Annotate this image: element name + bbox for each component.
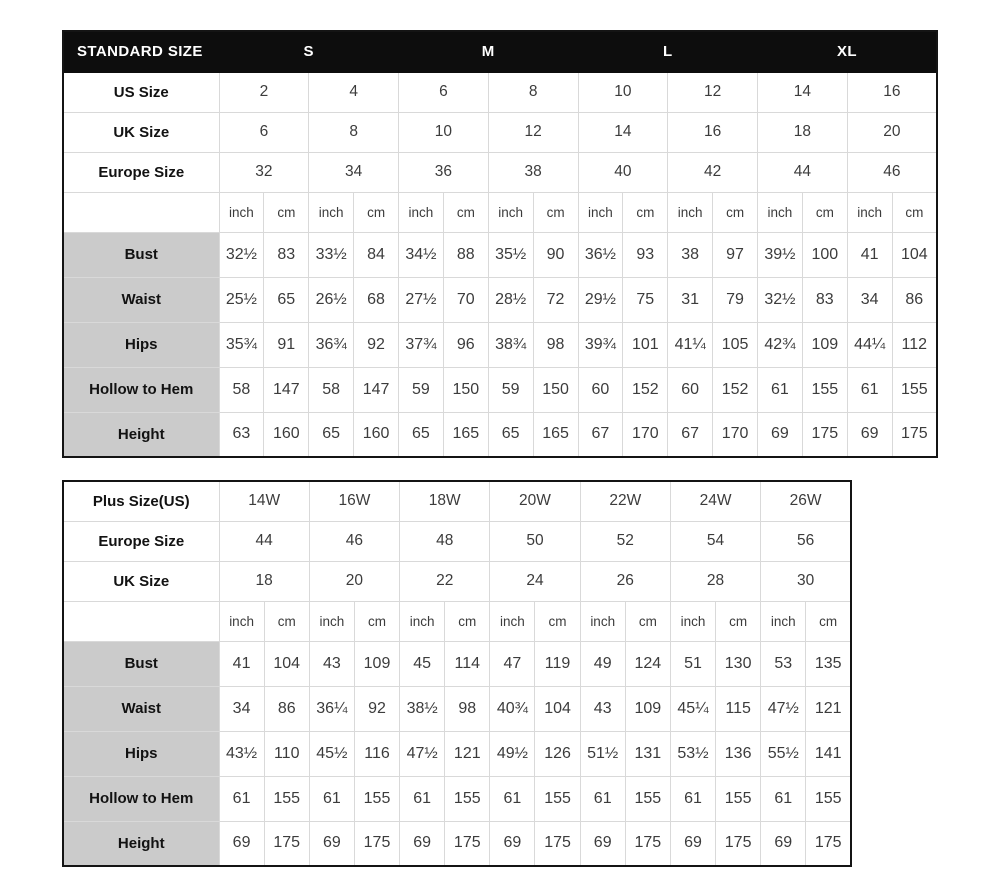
- empty-corner-cell: [63, 192, 219, 232]
- measurement-value-cell: 35½: [488, 232, 533, 277]
- measurement-value-cell: 88: [443, 232, 488, 277]
- row-label: Europe Size: [63, 521, 219, 561]
- measurement-value-cell: 69: [847, 412, 892, 457]
- measurement-value-cell: 59: [399, 367, 444, 412]
- measurement-value-cell: 126: [535, 731, 580, 776]
- measurement-value-cell: 112: [892, 322, 937, 367]
- size-value-cell: 20W: [490, 481, 580, 521]
- measurement-value-cell: 84: [354, 232, 399, 277]
- measurement-value-cell: 67: [578, 412, 623, 457]
- measurement-value-cell: 39½: [758, 232, 803, 277]
- unit-label-cell: inch: [309, 601, 354, 641]
- unit-row: [63, 601, 851, 641]
- unit-label-cell: inch: [219, 192, 264, 232]
- measurement-value-cell: 36¼: [309, 686, 354, 731]
- unit-label-cell: cm: [443, 192, 488, 232]
- measurement-value-cell: 96: [443, 322, 488, 367]
- unit-label-cell: inch: [488, 192, 533, 232]
- measurement-value-cell: 121: [445, 731, 490, 776]
- measurement-value-cell: 61: [400, 776, 445, 821]
- measurement-value-cell: 75: [623, 277, 668, 322]
- table-title: STANDARD SIZE: [63, 31, 219, 72]
- size-value-cell: 56: [761, 521, 851, 561]
- measurement-value-cell: 121: [806, 686, 851, 731]
- unit-label-cell: cm: [264, 601, 309, 641]
- measurement-value-cell: 27½: [399, 277, 444, 322]
- measurement-row: [63, 821, 851, 866]
- size-value-cell: 26W: [761, 481, 851, 521]
- measurement-value-cell: 49: [580, 641, 625, 686]
- measurement-value-cell: 34: [847, 277, 892, 322]
- measurement-value-cell: 69: [670, 821, 715, 866]
- unit-label-cell: inch: [847, 192, 892, 232]
- size-group-header: XL: [758, 31, 938, 72]
- measurement-value-cell: 101: [623, 322, 668, 367]
- size-value-cell: 8: [488, 72, 578, 112]
- measurement-value-cell: 42¾: [758, 322, 803, 367]
- measurement-value-cell: 104: [535, 686, 580, 731]
- size-value-cell: 2: [219, 72, 309, 112]
- measurement-value-cell: 37¾: [399, 322, 444, 367]
- measurement-row: [63, 232, 937, 277]
- size-group-header: S: [219, 31, 399, 72]
- size-value-cell: 18W: [400, 481, 490, 521]
- measurement-value-cell: 155: [445, 776, 490, 821]
- measurement-row: [63, 686, 851, 731]
- measurement-label: Height: [63, 821, 219, 866]
- measurement-value-cell: 69: [761, 821, 806, 866]
- measurement-value-cell: 175: [264, 821, 309, 866]
- measurement-value-cell: 61: [580, 776, 625, 821]
- size-value-cell: 14W: [219, 481, 309, 521]
- unit-label-cell: cm: [354, 601, 399, 641]
- unit-label-cell: inch: [668, 192, 713, 232]
- measurement-label: Bust: [63, 232, 219, 277]
- measurement-value-cell: 152: [623, 367, 668, 412]
- measurement-value-cell: 38½: [400, 686, 445, 731]
- measurement-value-cell: 28½: [488, 277, 533, 322]
- measurement-value-cell: 45½: [309, 731, 354, 776]
- measurement-value-cell: 83: [802, 277, 847, 322]
- measurement-value-cell: 43½: [219, 731, 264, 776]
- measurement-value-cell: 150: [443, 367, 488, 412]
- size-value-cell: 24: [490, 561, 580, 601]
- size-value-cell: 38: [488, 152, 578, 192]
- measurement-value-cell: 175: [625, 821, 670, 866]
- size-conversion-row: [63, 521, 851, 561]
- measurement-value-cell: 65: [264, 277, 309, 322]
- size-value-cell: 40: [578, 152, 668, 192]
- measurement-row: [63, 641, 851, 686]
- measurement-value-cell: 34: [219, 686, 264, 731]
- size-value-cell: 14: [578, 112, 668, 152]
- measurement-value-cell: 69: [580, 821, 625, 866]
- size-group-header: L: [578, 31, 758, 72]
- unit-row: [63, 192, 937, 232]
- measurement-value-cell: 109: [354, 641, 399, 686]
- unit-label-cell: inch: [309, 192, 354, 232]
- measurement-value-cell: 130: [716, 641, 761, 686]
- unit-label-cell: cm: [625, 601, 670, 641]
- measurement-value-cell: 175: [716, 821, 761, 866]
- size-value-cell: 42: [668, 152, 758, 192]
- measurement-value-cell: 141: [806, 731, 851, 776]
- measurement-value-cell: 61: [219, 776, 264, 821]
- measurement-value-cell: 41: [219, 641, 264, 686]
- plus-size-table: [62, 480, 852, 867]
- size-conversion-row: [63, 112, 937, 152]
- measurement-row: [63, 277, 937, 322]
- measurement-value-cell: 70: [443, 277, 488, 322]
- measurement-label: Waist: [63, 686, 219, 731]
- measurement-value-cell: 90: [533, 232, 578, 277]
- unit-label-cell: inch: [761, 601, 806, 641]
- row-label: US Size: [63, 72, 219, 112]
- size-value-cell: 6: [219, 112, 309, 152]
- standard-size-table: [62, 30, 938, 458]
- measurement-value-cell: 33½: [309, 232, 354, 277]
- size-value-cell: 22: [400, 561, 490, 601]
- measurement-value-cell: 63: [219, 412, 264, 457]
- measurement-value-cell: 109: [625, 686, 670, 731]
- measurement-value-cell: 35¾: [219, 322, 264, 367]
- measurement-value-cell: 41¼: [668, 322, 713, 367]
- empty-corner-cell: [63, 601, 219, 641]
- size-value-cell: 22W: [580, 481, 670, 521]
- measurement-value-cell: 155: [354, 776, 399, 821]
- measurement-label: Waist: [63, 277, 219, 322]
- unit-label-cell: cm: [445, 601, 490, 641]
- size-value-cell: 46: [309, 521, 399, 561]
- size-value-cell: 10: [578, 72, 668, 112]
- measurement-value-cell: 86: [264, 686, 309, 731]
- measurement-value-cell: 152: [713, 367, 758, 412]
- size-value-cell: 32: [219, 152, 309, 192]
- measurement-value-cell: 104: [264, 641, 309, 686]
- measurement-value-cell: 147: [264, 367, 309, 412]
- measurement-value-cell: 61: [670, 776, 715, 821]
- unit-label-cell: inch: [399, 192, 444, 232]
- measurement-value-cell: 92: [354, 686, 399, 731]
- size-value-cell: 48: [400, 521, 490, 561]
- size-value-cell: 44: [219, 521, 309, 561]
- measurement-value-cell: 65: [399, 412, 444, 457]
- measurement-value-cell: 41: [847, 232, 892, 277]
- size-value-cell: 6: [399, 72, 489, 112]
- measurement-value-cell: 100: [802, 232, 847, 277]
- measurement-value-cell: 38¾: [488, 322, 533, 367]
- size-value-cell: 46: [847, 152, 937, 192]
- measurement-value-cell: 69: [219, 821, 264, 866]
- measurement-value-cell: 38: [668, 232, 713, 277]
- measurement-value-cell: 175: [806, 821, 851, 866]
- measurement-value-cell: 47: [490, 641, 535, 686]
- measurement-row: [63, 322, 937, 367]
- measurement-value-cell: 91: [264, 322, 309, 367]
- measurement-label: Hips: [63, 322, 219, 367]
- measurement-value-cell: 72: [533, 277, 578, 322]
- row-label: Plus Size(US): [63, 481, 219, 521]
- size-value-cell: 10: [399, 112, 489, 152]
- measurement-value-cell: 147: [354, 367, 399, 412]
- unit-label-cell: cm: [354, 192, 399, 232]
- measurement-row: [63, 731, 851, 776]
- measurement-value-cell: 86: [892, 277, 937, 322]
- measurement-value-cell: 175: [354, 821, 399, 866]
- measurement-value-cell: 69: [490, 821, 535, 866]
- measurement-value-cell: 105: [713, 322, 758, 367]
- measurement-value-cell: 131: [625, 731, 670, 776]
- measurement-value-cell: 55½: [761, 731, 806, 776]
- measurement-value-cell: 165: [533, 412, 578, 457]
- size-value-cell: 12: [668, 72, 758, 112]
- measurement-value-cell: 44¼: [847, 322, 892, 367]
- measurement-value-cell: 32½: [219, 232, 264, 277]
- size-value-cell: 20: [847, 112, 937, 152]
- measurement-value-cell: 68: [354, 277, 399, 322]
- measurement-value-cell: 58: [219, 367, 264, 412]
- size-value-cell: 52: [580, 521, 670, 561]
- measurement-value-cell: 97: [713, 232, 758, 277]
- unit-label-cell: inch: [578, 192, 623, 232]
- size-value-cell: 44: [758, 152, 848, 192]
- size-group-header: M: [399, 31, 579, 72]
- measurement-value-cell: 69: [758, 412, 803, 457]
- measurement-value-cell: 61: [309, 776, 354, 821]
- measurement-value-cell: 115: [716, 686, 761, 731]
- unit-label-cell: cm: [623, 192, 668, 232]
- size-value-cell: 14: [758, 72, 848, 112]
- measurement-value-cell: 53: [761, 641, 806, 686]
- measurement-value-cell: 98: [445, 686, 490, 731]
- size-value-cell: 18: [219, 561, 309, 601]
- unit-label-cell: cm: [802, 192, 847, 232]
- table-header-row: [63, 31, 937, 72]
- unit-label-cell: cm: [264, 192, 309, 232]
- measurement-value-cell: 175: [892, 412, 937, 457]
- measurement-value-cell: 25½: [219, 277, 264, 322]
- measurement-value-cell: 98: [533, 322, 578, 367]
- measurement-value-cell: 36¾: [309, 322, 354, 367]
- measurement-value-cell: 47½: [761, 686, 806, 731]
- size-conversion-row: [63, 561, 851, 601]
- measurement-value-cell: 175: [802, 412, 847, 457]
- unit-label-cell: cm: [806, 601, 851, 641]
- measurement-label: Hollow to Hem: [63, 367, 219, 412]
- measurement-value-cell: 104: [892, 232, 937, 277]
- measurement-value-cell: 109: [802, 322, 847, 367]
- measurement-value-cell: 155: [806, 776, 851, 821]
- size-value-cell: 30: [761, 561, 851, 601]
- measurement-value-cell: 69: [400, 821, 445, 866]
- size-conversion-row: [63, 152, 937, 192]
- measurement-value-cell: 136: [716, 731, 761, 776]
- size-conversion-row: [63, 72, 937, 112]
- unit-label-cell: cm: [533, 192, 578, 232]
- measurement-value-cell: 60: [578, 367, 623, 412]
- measurement-value-cell: 61: [758, 367, 803, 412]
- measurement-value-cell: 61: [490, 776, 535, 821]
- measurement-value-cell: 93: [623, 232, 668, 277]
- measurement-value-cell: 79: [713, 277, 758, 322]
- size-value-cell: 36: [399, 152, 489, 192]
- size-value-cell: 16W: [309, 481, 399, 521]
- unit-label-cell: cm: [716, 601, 761, 641]
- measurement-label: Height: [63, 412, 219, 457]
- unit-label-cell: inch: [400, 601, 445, 641]
- measurement-value-cell: 26½: [309, 277, 354, 322]
- measurement-value-cell: 43: [580, 686, 625, 731]
- size-value-cell: 24W: [670, 481, 760, 521]
- measurement-value-cell: 32½: [758, 277, 803, 322]
- measurement-value-cell: 155: [535, 776, 580, 821]
- measurement-value-cell: 60: [668, 367, 713, 412]
- unit-label-cell: inch: [219, 601, 264, 641]
- measurement-value-cell: 67: [668, 412, 713, 457]
- measurement-value-cell: 83: [264, 232, 309, 277]
- measurement-value-cell: 58: [309, 367, 354, 412]
- measurement-value-cell: 119: [535, 641, 580, 686]
- measurement-value-cell: 45: [400, 641, 445, 686]
- unit-label-cell: inch: [490, 601, 535, 641]
- measurement-value-cell: 34½: [399, 232, 444, 277]
- measurement-value-cell: 51: [670, 641, 715, 686]
- measurement-label: Hips: [63, 731, 219, 776]
- measurement-value-cell: 69: [309, 821, 354, 866]
- measurement-value-cell: 31: [668, 277, 713, 322]
- unit-label-cell: inch: [758, 192, 803, 232]
- unit-label-cell: cm: [713, 192, 758, 232]
- measurement-value-cell: 61: [761, 776, 806, 821]
- unit-label-cell: inch: [580, 601, 625, 641]
- size-value-cell: 20: [309, 561, 399, 601]
- measurement-value-cell: 61: [847, 367, 892, 412]
- size-value-cell: 34: [309, 152, 399, 192]
- measurement-label: Hollow to Hem: [63, 776, 219, 821]
- measurement-value-cell: 59: [488, 367, 533, 412]
- measurement-value-cell: 49½: [490, 731, 535, 776]
- measurement-value-cell: 170: [713, 412, 758, 457]
- unit-label-cell: cm: [892, 192, 937, 232]
- measurement-value-cell: 170: [623, 412, 668, 457]
- measurement-value-cell: 45¼: [670, 686, 715, 731]
- measurement-value-cell: 150: [533, 367, 578, 412]
- measurement-value-cell: 155: [625, 776, 670, 821]
- size-value-cell: 50: [490, 521, 580, 561]
- measurement-value-cell: 53½: [670, 731, 715, 776]
- measurement-value-cell: 155: [716, 776, 761, 821]
- size-conversion-row: [63, 481, 851, 521]
- measurement-value-cell: 36½: [578, 232, 623, 277]
- measurement-value-cell: 114: [445, 641, 490, 686]
- measurement-value-cell: 51½: [580, 731, 625, 776]
- size-value-cell: 28: [670, 561, 760, 601]
- size-value-cell: 26: [580, 561, 670, 601]
- row-label: UK Size: [63, 561, 219, 601]
- measurement-label: Bust: [63, 641, 219, 686]
- size-value-cell: 8: [309, 112, 399, 152]
- measurement-value-cell: 135: [806, 641, 851, 686]
- measurement-value-cell: 155: [802, 367, 847, 412]
- measurement-value-cell: 65: [309, 412, 354, 457]
- measurement-value-cell: 29½: [578, 277, 623, 322]
- measurement-row: [63, 367, 937, 412]
- size-value-cell: 16: [668, 112, 758, 152]
- measurement-value-cell: 47½: [400, 731, 445, 776]
- row-label: UK Size: [63, 112, 219, 152]
- measurement-row: [63, 776, 851, 821]
- measurement-value-cell: 110: [264, 731, 309, 776]
- measurement-value-cell: 160: [354, 412, 399, 457]
- measurement-value-cell: 65: [488, 412, 533, 457]
- size-value-cell: 18: [758, 112, 848, 152]
- measurement-value-cell: 155: [892, 367, 937, 412]
- unit-label-cell: inch: [670, 601, 715, 641]
- measurement-value-cell: 155: [264, 776, 309, 821]
- row-label: Europe Size: [63, 152, 219, 192]
- measurement-value-cell: 40¾: [490, 686, 535, 731]
- measurement-value-cell: 92: [354, 322, 399, 367]
- size-value-cell: 54: [670, 521, 760, 561]
- size-value-cell: 12: [488, 112, 578, 152]
- measurement-row: [63, 412, 937, 457]
- unit-label-cell: cm: [535, 601, 580, 641]
- measurement-value-cell: 175: [445, 821, 490, 866]
- measurement-value-cell: 43: [309, 641, 354, 686]
- measurement-value-cell: 39¾: [578, 322, 623, 367]
- size-value-cell: 16: [847, 72, 937, 112]
- measurement-value-cell: 175: [535, 821, 580, 866]
- measurement-value-cell: 160: [264, 412, 309, 457]
- measurement-value-cell: 116: [354, 731, 399, 776]
- size-value-cell: 4: [309, 72, 399, 112]
- measurement-value-cell: 124: [625, 641, 670, 686]
- measurement-value-cell: 165: [443, 412, 488, 457]
